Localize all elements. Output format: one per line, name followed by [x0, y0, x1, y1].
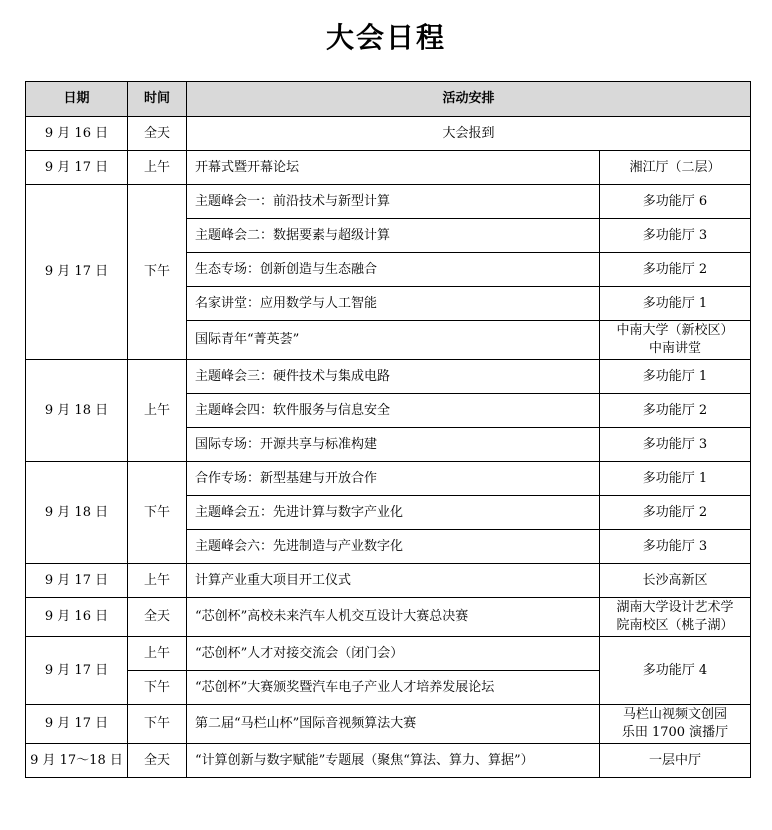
- venue-cell: 湘江厅（二层）: [600, 151, 751, 185]
- time-cell: 全天: [128, 117, 187, 151]
- venue-cell: [600, 321, 751, 360]
- activity-cell: 主题峰会一：前沿技术与新型计算: [187, 185, 600, 219]
- time-cell: 全天: [128, 744, 187, 778]
- table-row: [26, 744, 751, 778]
- activity-cell: “芯创杯”高校未来汽车人机交互设计大赛总决赛: [187, 598, 600, 637]
- activity-cell: 生态专场：创新创造与生态融合: [187, 253, 600, 287]
- venue-cell: 多功能厅 1: [600, 360, 751, 394]
- venue-line: 院南校区（桃子湖）: [616, 618, 734, 633]
- activity-cell: 主题峰会四：软件服务与信息安全: [187, 394, 600, 428]
- table-row: [26, 637, 751, 671]
- date-cell: 9 月 17～18 日: [26, 744, 128, 778]
- venue-cell: 多功能厅 1: [600, 462, 751, 496]
- venue-cell: 多功能厅 1: [600, 287, 751, 321]
- date-cell: 9 月 17 日: [26, 705, 128, 744]
- venue-cell: 一层中厅: [600, 744, 751, 778]
- table-row: [26, 462, 751, 496]
- venue-line: 中南大学（新校区）: [616, 323, 734, 338]
- time-cell: 上午: [128, 151, 187, 185]
- activity-cell: “芯创杯”人才对接交流会（闭门会）: [187, 637, 600, 671]
- activity-cell: 合作专场：新型基建与开放合作: [187, 462, 600, 496]
- header-date: 日期: [26, 82, 128, 117]
- activity-cell: “芯创杯”大赛颁奖暨汽车电子产业人才培养发展论坛: [187, 671, 600, 705]
- venue-cell: 多功能厅 4: [600, 637, 751, 705]
- table-row: [26, 705, 751, 744]
- time-cell: 上午: [128, 564, 187, 598]
- venue-line: 湖南大学设计艺术学: [616, 600, 734, 615]
- header-row: [26, 82, 751, 117]
- venue-cell: [600, 705, 751, 744]
- date-cell: 9 月 17 日: [26, 185, 128, 360]
- activity-cell: “计算创新与数字赋能”专题展（聚焦“算法、算力、算据”）: [187, 744, 600, 778]
- venue-line: 乐田 1700 演播厅: [621, 725, 729, 740]
- activity-cell: 名家讲堂：应用数学与人工智能: [187, 287, 600, 321]
- date-cell: 9 月 16 日: [26, 117, 128, 151]
- time-cell: 下午: [128, 671, 187, 705]
- venue-line: 中南讲堂: [649, 341, 702, 356]
- activity-cell: 计算产业重大项目开工仪式: [187, 564, 600, 598]
- time-cell: 下午: [128, 705, 187, 744]
- activity-cell: 主题峰会六：先进制造与产业数字化: [187, 530, 600, 564]
- venue-cell: [600, 598, 751, 637]
- date-cell: 9 月 17 日: [26, 564, 128, 598]
- venue-cell: 多功能厅 3: [600, 530, 751, 564]
- date-cell: 9 月 17 日: [26, 151, 128, 185]
- activity-cell: 主题峰会五：先进计算与数字产业化: [187, 496, 600, 530]
- table-row: [26, 564, 751, 598]
- activity-cell: 第二届“马栏山杯”国际音视频算法大赛: [187, 705, 600, 744]
- schedule-table: [25, 81, 751, 778]
- venue-cell: 多功能厅 2: [600, 253, 751, 287]
- header-time: 时间: [128, 82, 187, 117]
- date-cell: 9 月 18 日: [26, 360, 128, 462]
- date-cell: 9 月 18 日: [26, 462, 128, 564]
- time-cell: 全天: [128, 598, 187, 637]
- page-title: 大会日程: [325, 21, 446, 54]
- time-cell: 上午: [128, 360, 187, 462]
- table-row: [26, 185, 751, 219]
- table-row: [26, 117, 751, 151]
- venue-cell: 多功能厅 3: [600, 219, 751, 253]
- venue-cell: 多功能厅 3: [600, 428, 751, 462]
- activity-cell: 开幕式暨开幕论坛: [187, 151, 600, 185]
- time-cell: 下午: [128, 185, 187, 360]
- time-cell: 上午: [128, 637, 187, 671]
- activity-cell: 主题峰会二：数据要素与超级计算: [187, 219, 600, 253]
- date-cell: 9 月 17 日: [26, 637, 128, 705]
- venue-cell: 多功能厅 2: [600, 496, 751, 530]
- venue-cell: 多功能厅 2: [600, 394, 751, 428]
- venue-line: 马栏山视频文创园: [623, 707, 728, 722]
- venue-cell: 多功能厅 6: [600, 185, 751, 219]
- header-activity: 活动安排: [187, 82, 751, 117]
- registration-cell: 大会报到: [187, 117, 751, 151]
- time-cell: 下午: [128, 462, 187, 564]
- table-row: [26, 151, 751, 185]
- activity-cell: 主题峰会三：硬件技术与集成电路: [187, 360, 600, 394]
- table-row: [26, 598, 751, 637]
- venue-cell: 长沙高新区: [600, 564, 751, 598]
- activity-cell: 国际青年“菁英荟”: [187, 321, 600, 360]
- activity-cell: 国际专场：开源共享与标准构建: [187, 428, 600, 462]
- table-row: [26, 360, 751, 394]
- date-cell: 9 月 16 日: [26, 598, 128, 637]
